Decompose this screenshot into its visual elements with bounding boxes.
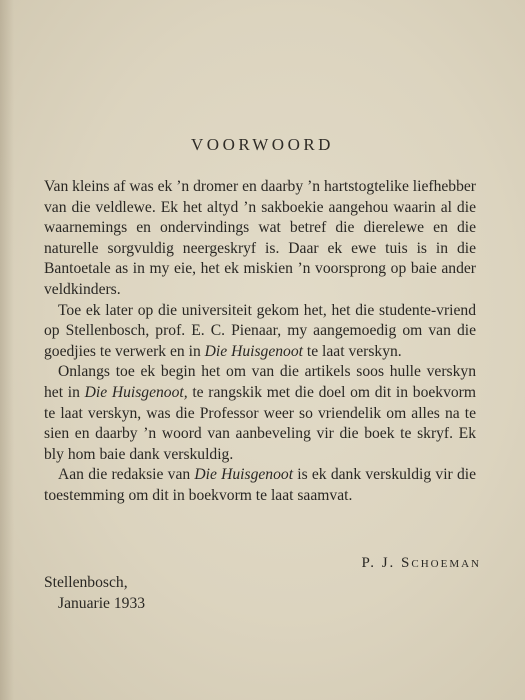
paragraph-2 <box>44 301 476 363</box>
paragraph-2-text-a: Toe ek later op die universiteit gekom het, het die studente-vriend op Stellenbosch, prof. E. C. Pienaar, my aangemoedig om van die goedjies te verwerk en in <box>44 301 476 360</box>
page-heading: VOORWOORD <box>191 135 334 154</box>
paragraph-4-italic-title: Die Huisgenoot <box>194 466 294 484</box>
paragraph-3-text-a: Onlangs toe ek begin het om van die artikels soos hulle verskyn het in <box>44 363 476 401</box>
paragraph-3-italic-title: Die Huisgenoot, <box>84 383 188 401</box>
paragraph-4-text-b: is ek dank verskuldig vir die toestemming om dit in boekvorm te laat saamvat. <box>44 466 476 504</box>
place: Stellenbosch, <box>44 574 128 591</box>
paragraph-3-text-b: te rangskik met die doel om dit in boekvorm te laat verskyn, was die Professor weer so vriendelik om alles na te sien en daarby ’n woord van aanbeveling vir die boek te skryf. Ek bly hom baie dank verskuldig. <box>44 383 476 463</box>
paragraph-2-italic-title: Die Huisgenoot <box>204 342 303 360</box>
paragraph-1-text: Van kleins af was ek ’n dromer en daarby ’n hartstogtelike liefhebber van die veldlewe. Ek het altyd ’n sakboekie aangehou waarin al die waarnemings en ondervindings wat betref die dierelewe en die naturelle sorgvuldig neergeskryf is. Daar ek ewe tuis is in die Bantoetale as in my eie, het ek miskien ’n voorsprong op baie ander veldkinders. <box>44 178 476 298</box>
paragraph-4 <box>44 465 476 506</box>
place-and-date <box>44 572 145 614</box>
preface-body <box>44 177 476 507</box>
paragraph-2-text-b: te laat verskyn. <box>302 342 402 360</box>
paragraph-3 <box>44 362 476 465</box>
date: Januarie 1933 <box>58 595 146 612</box>
author-signature: P. J. Schoeman <box>361 555 481 571</box>
paragraph-4-text-a: Aan die redaksie van <box>58 466 195 484</box>
paragraph-1 <box>44 177 476 301</box>
